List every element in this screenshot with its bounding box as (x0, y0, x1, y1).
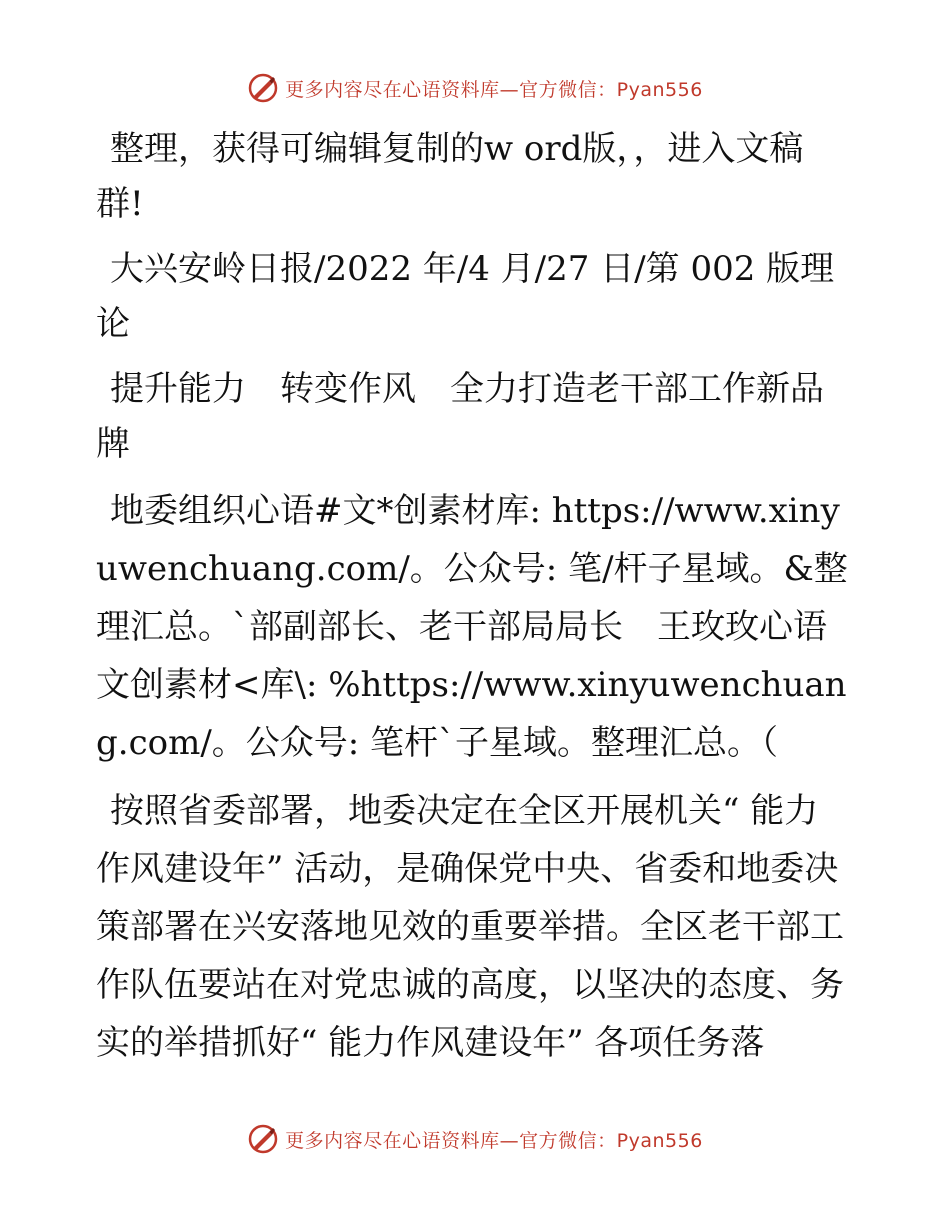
watermark-text: 更多内容尽在心语资料库—官方微信：Pyan556 (285, 78, 703, 101)
article-title: 提升能力 转变作风 全力打造老干部工作新品牌 (96, 369, 824, 464)
source-line: 大兴安岭日报/2022 年/4 月/27 日/第 002 版理论 (96, 249, 835, 344)
watermark-text: 更多内容尽在心语资料库—官方微信：Pyan556 (285, 1129, 703, 1152)
pen-seal-icon (247, 1123, 279, 1155)
watermark-header (0, 72, 950, 104)
document-body (96, 122, 848, 1082)
author-line: 地委组织心语#文*创素材库: https://www.xinyuwenchuang.com/。公众号: 笔/杆子星域。&整理汇总。`部副部长、老干部局局长 王玫玫心语文创素材<库\: %https://www.xinyuwenchuang.com/。公众号: 笔杆`子星域。整理汇总。（ (96, 491, 848, 763)
watermark-footer (0, 1123, 950, 1155)
body-paragraph: 按照省委部署，地委决定在全区开展机关“ 能力作风建设年” 活动，是确保党中央、省委和地委决策部署在兴安落地见效的重要举措。全区老干部工作队伍要站在对党忠诚的高度，以坚决的态度、务实的举措抓好“ 能力作风建设年” 各项任务落 (96, 791, 844, 1063)
pen-seal-icon (247, 72, 279, 104)
intro-paragraph: 整理，获得可编辑复制的w ord版，，进入文稿群! (96, 129, 804, 224)
